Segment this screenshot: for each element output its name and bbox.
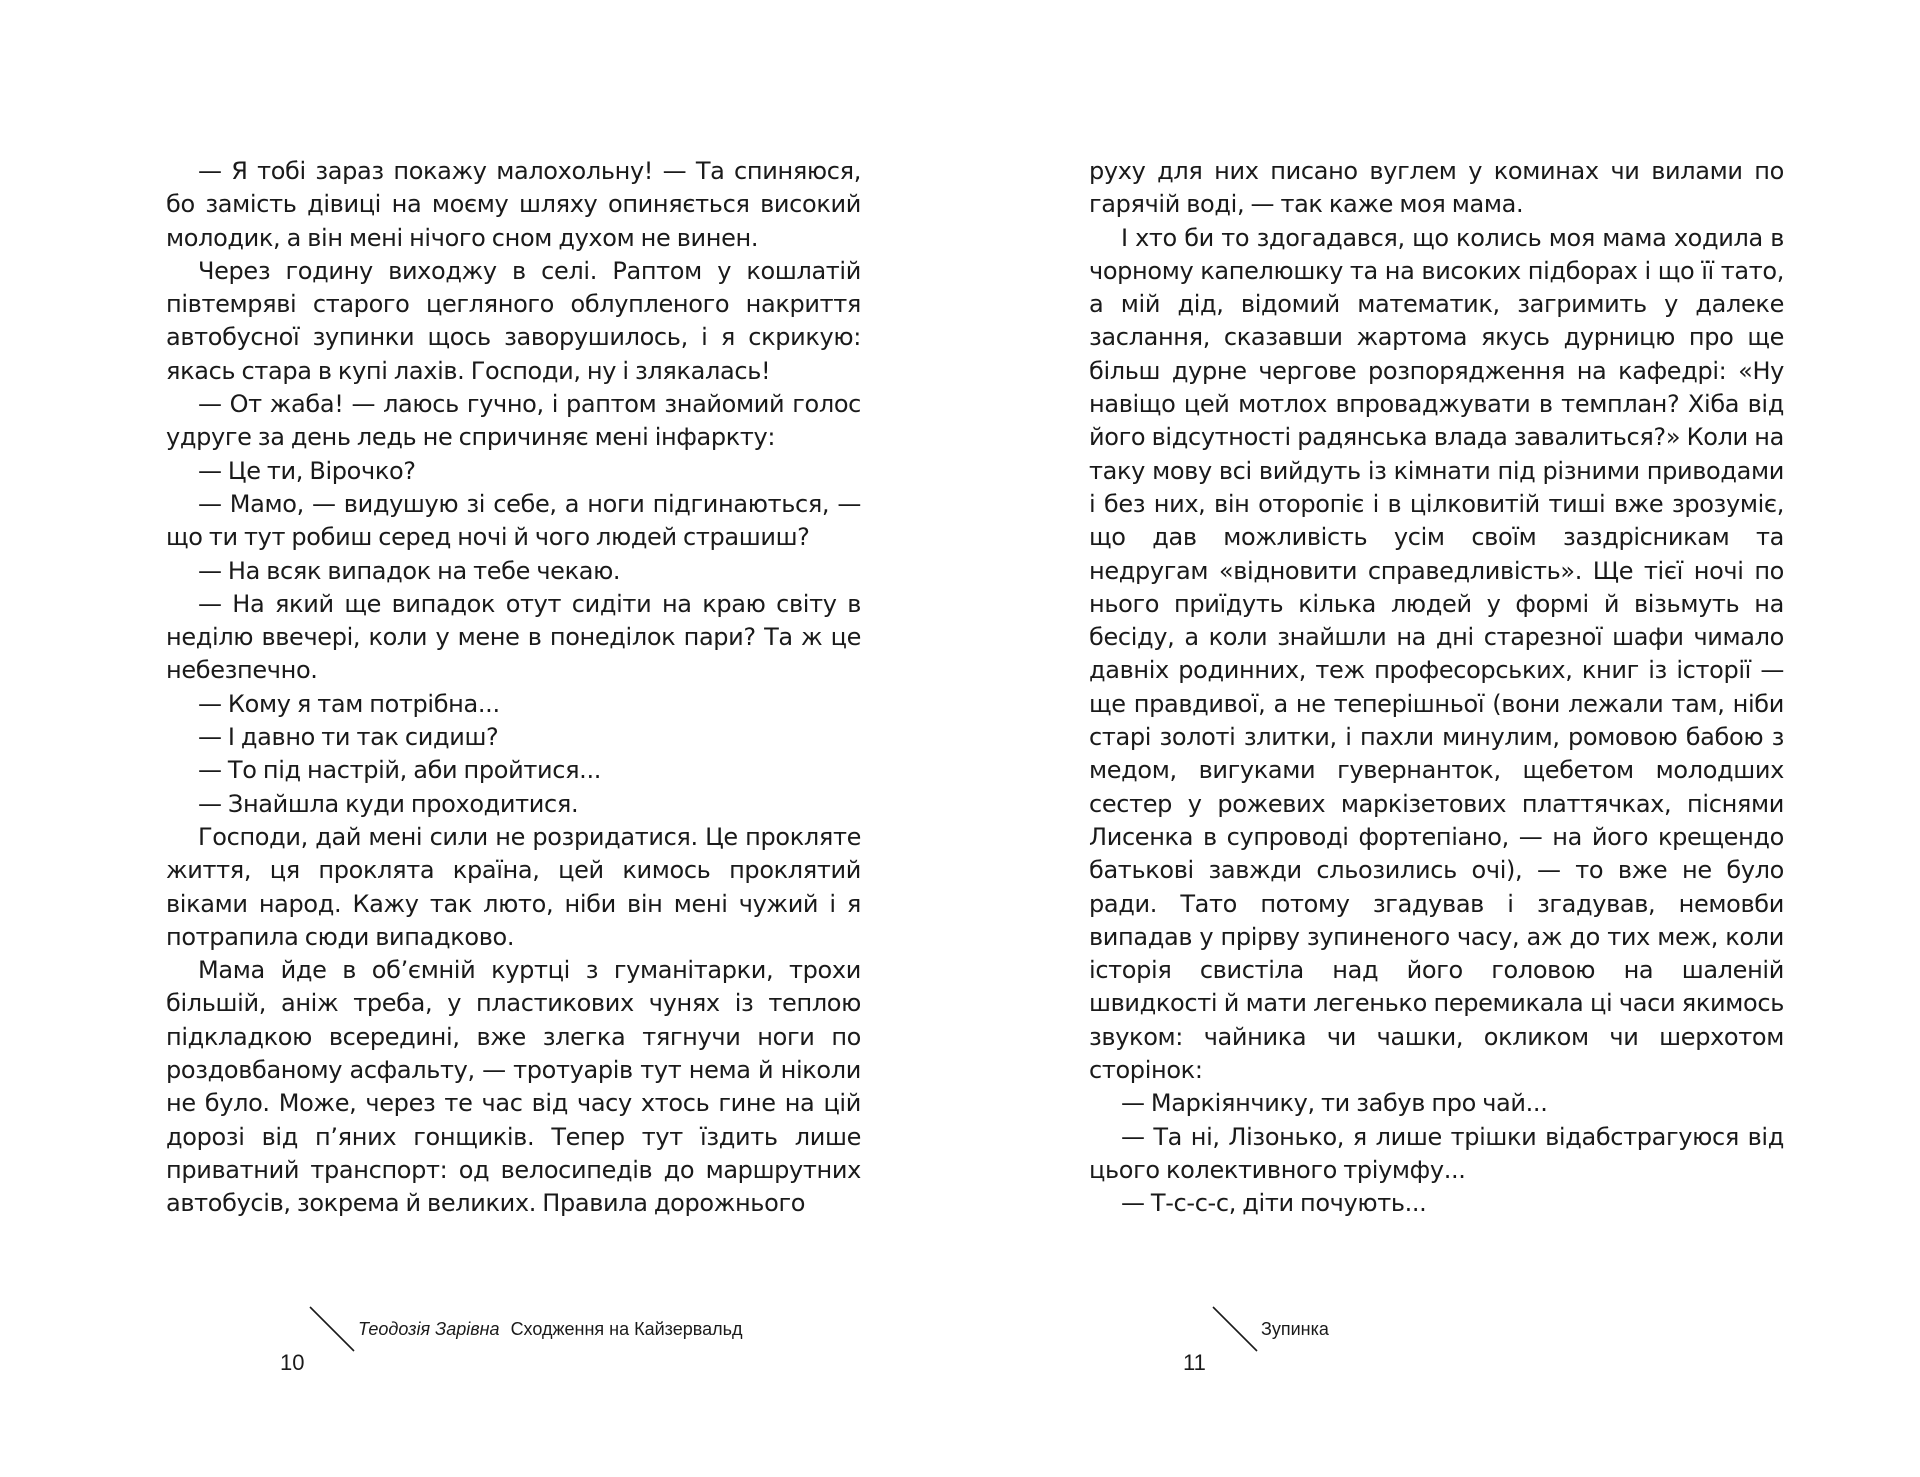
paragraph: — Це ти, Вірочко? xyxy=(198,456,416,485)
left-page-text xyxy=(166,155,861,1221)
paragraph: — Знайшла куди проходитися. xyxy=(198,789,579,818)
paragraph: — Кому я там потрібна... xyxy=(198,689,500,718)
right-page-text xyxy=(1089,155,1784,1221)
running-title xyxy=(358,1319,743,1340)
paragraph: — От жаба! — лаюсь гучно, і раптом знайомий голос удруге за день ледь не спричиняє мені інфаркту: xyxy=(166,390,861,452)
paragraph: — Та ні, Лізонько, я лише трішки відабстрагуюся від цього колективного тріумфу... xyxy=(1089,1122,1784,1184)
running-title: Зупинка xyxy=(1261,1319,1329,1339)
paragraph: — Т-с-с-с, діти почують... xyxy=(1121,1189,1427,1218)
page-number: 10 xyxy=(280,1350,305,1375)
paragraph: — На всяк випадок на тебе чекаю. xyxy=(198,556,621,585)
paragraph: — І давно ти так сидиш? xyxy=(198,723,499,752)
running-title-author: Теодозія Зарівна xyxy=(358,1319,500,1339)
page-number: 11 xyxy=(1183,1350,1206,1375)
paragraph: — То під настрій, аби пройтися... xyxy=(198,756,602,785)
paragraph: — Мамо, — видушую зі себе, а ноги підгинаються, — що ти тут робиш серед ночі й чого людей страшиш? xyxy=(166,489,861,552)
right-page xyxy=(960,0,1920,1477)
right-page-footer xyxy=(1183,1305,1483,1385)
paragraph: Господи, дай мені сили не розридатися. Це прокляте життя, ця проклята країна, цей кимось проклятий віками народ. Кажу так люто, ніби він мені чужий і я потрапила сюди випадково. xyxy=(166,822,861,951)
paragraph: І хто би то здогадався, що колись моя мама ходила в чорному капелюшку та на високих підборах і що її тато, а мій дід, відомий математик, загримить у далеке заслання, сказавши жартома якусь дурницю про ще більш дурне чергове розпорядження на кафедрі: «Ну навіщо цей мотлох впроваджувати в темплан? Хіба від його відсутності радянська влада завалиться?» Коли на таку мову всі вийдуть із кімнати під різними приводами і без них, він оторопіє і в цілковитій тиші вже зрозуміє, що дав можливість усім своїм заздрісникам та недругам «відновити справедливість». Ще тієї ночі по нього приїдуть кілька людей у формі й візьмуть на бесіду, а коли знайшли на дні старезної шафи чимало давніх родинних, теж професорських, книг із історії — ще правдивої, а не теперішньої (вони лежали там, ніби старі золоті злитки, і пахли минулим, ромовою бабою з медом, вигуками гувернанток, щебетом молодших сестер у рожевих маркізетових платтячках, піснями Лисенка в супроводі фортепіано, — на його крещендо батькові завжди сльозились очі), — то вже не було ради. Тато потому згадував і згадував, немовби випадав у прірву зупиненого часу, аж до тих меж, коли історія свистіла над його головою на шаленій швидкості й мати легенько перемикала ці часи якимось звуком: чайника чи чашки, окликом чи шерхотом сторінок: xyxy=(1089,223,1784,1085)
paragraph: Через годину виходжу в селі. Раптом у кошлатій півтемряві старого цегляного облупленого накриття автобусної зупинки щось заворушилось, і я скрикую: якась стара в купі лахів. Господи, ну і злякалась! xyxy=(166,256,861,385)
paragraph: руху для них писано вуглем у коминах чи вилами по гарячій воді, — так каже моя мама. xyxy=(1089,157,1784,219)
paragraph: — Я тобі зараз покажу малохольну! — Та спиняюся, бо замість дівиці на моєму шляху опиняється високий молодик, а він мені нічого сном духом не винен. xyxy=(166,157,861,252)
left-page-footer xyxy=(260,1305,820,1385)
running-title-book: Сходження на Кайзервальд xyxy=(510,1319,743,1339)
paragraph: Мама йде в об’ємній куртці з гуманітарки, трохи більшій, аніж треба, у пластикових чунях із теплою підкладкою всередині, вже злегка тягнучи ноги по роздовбаному асфальту, — тротуарів тут нема й ніколи не було. Може, через те час від часу хтось гине на цій дорозі від п’яних гонщиків. Тепер тут їздить лише приватний транспорт: од велосипедів до маршрутних автобусів, зокрема й великих. Правила дорожнього xyxy=(166,956,861,1218)
paragraph: — Маркіянчику, ти забув про чай... xyxy=(1121,1089,1548,1118)
paragraph: — На який ще випадок отут сидіти на краю світу в неділю ввечері, коли у мене в понеділок пари? Та ж це небезпечно. xyxy=(166,589,861,685)
